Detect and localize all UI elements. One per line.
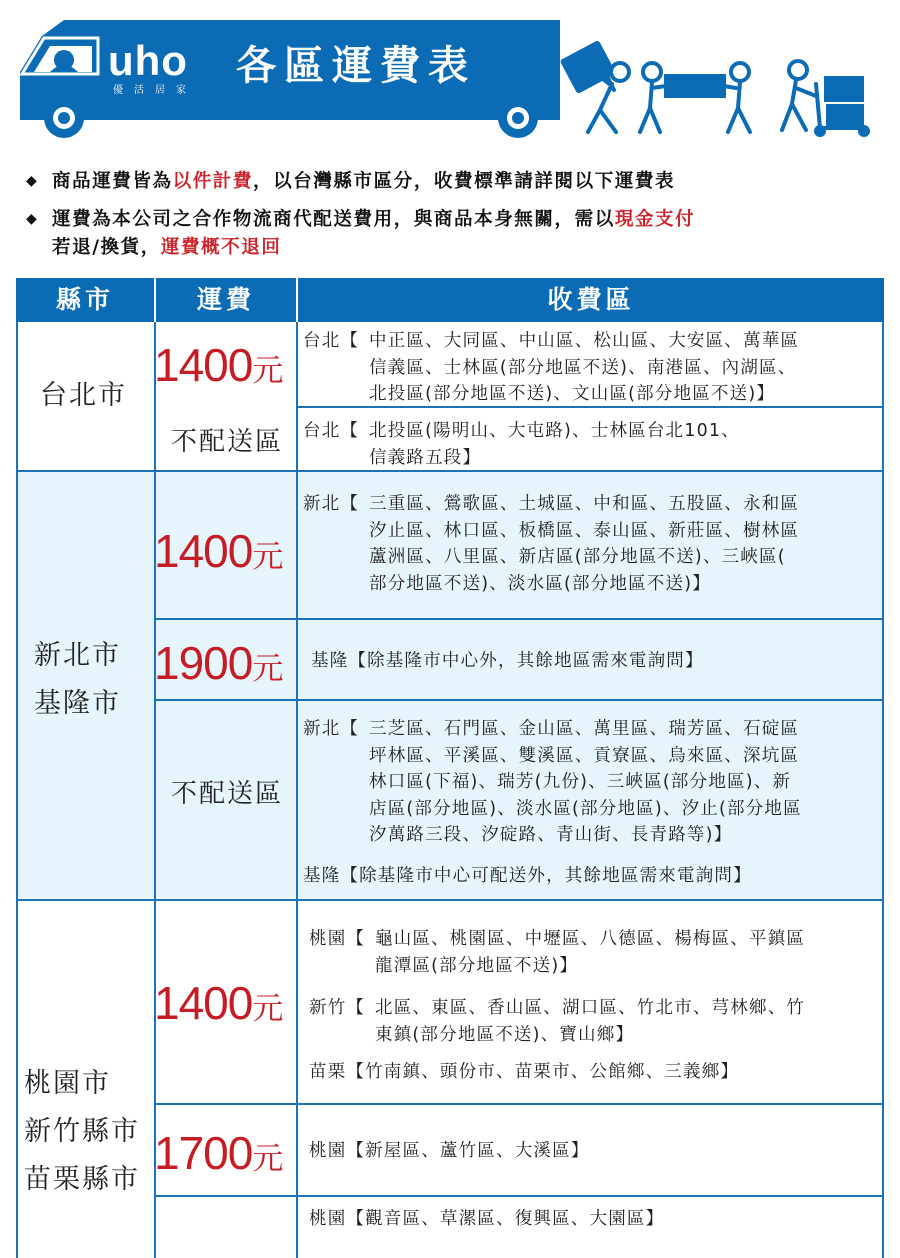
header-fee: 運費 bbox=[156, 278, 296, 322]
note2-highlight: 現金支付 bbox=[614, 209, 696, 230]
city-taipei: 台北市 bbox=[40, 380, 127, 411]
area-district-list: 桃園【觀音區、草漯區、復興區、大園區】 bbox=[309, 1209, 665, 1229]
note2-text-a: 運費為本公司之合作物流商代配送費用，與商品本身無關，需以 bbox=[52, 209, 615, 230]
price-newtaipei-1400 bbox=[154, 526, 298, 582]
note1-text-a: 商品運費皆為 bbox=[52, 171, 173, 192]
delivery-worker-icon bbox=[560, 40, 629, 132]
diamond-bullet-icon: ◆ bbox=[26, 211, 39, 227]
price-value: 1400 bbox=[154, 339, 253, 391]
price-taipei-1400 bbox=[154, 340, 298, 396]
brand-logo: uho bbox=[108, 37, 188, 84]
city-taoyuan bbox=[24, 1060, 164, 1204]
area-region-label: 新北【 bbox=[303, 719, 360, 739]
price-taoyuan-1400 bbox=[154, 978, 298, 1034]
area-region-label: 桃園【 bbox=[309, 929, 366, 949]
price-value: 1900 bbox=[154, 637, 253, 689]
price-unit: 元 bbox=[252, 1141, 284, 1176]
page-title: 各區運費表 bbox=[236, 43, 476, 89]
hand-truck-worker-icon bbox=[782, 61, 868, 135]
area-keelung-nodelivery bbox=[303, 863, 879, 890]
movers-carrying-box-icon bbox=[640, 63, 750, 132]
area-region-label: 新北【 bbox=[303, 494, 360, 514]
price-unit: 元 bbox=[252, 991, 284, 1026]
price-unit: 元 bbox=[252, 539, 284, 574]
area-district-list: 基隆【除基隆市中心可配送外，其餘地區需來電詢問】 bbox=[303, 866, 752, 886]
price-unit: 元 bbox=[252, 651, 284, 686]
area-district-list: 北投區(陽明山、大屯路)、士林區台北101、 信義路五段】 bbox=[369, 421, 740, 468]
note1-text-b: ，以台灣縣市區分，收費標準請詳閱以下運費表 bbox=[253, 171, 676, 192]
price-unit: 元 bbox=[252, 353, 284, 388]
city-name-line: 基隆市 bbox=[34, 688, 121, 719]
area-keelung-1900 bbox=[311, 648, 881, 675]
city-name-line: 新竹縣市 bbox=[24, 1116, 140, 1147]
area-district-list: 三芝區、石門區、金山區、萬里區、瑞芳區、石碇區 坪林區、平溪區、雙溪區、貢寮區、烏來區、深坑區 林口區(下福)、瑞芳(九份)、三峽區(部分地區)、新 店區(部分地區)、淡水區(部分地區)、汐止(部分地區 汐萬路三段、汐碇路、青山街、長青路等)】 bbox=[369, 719, 802, 845]
area-taoyuan-next bbox=[309, 1206, 879, 1233]
area-region-label: 台北【 bbox=[303, 421, 360, 441]
note-cash-payment bbox=[26, 205, 695, 234]
price-value: 1400 bbox=[154, 525, 253, 577]
brand-tagline: 優活居家 bbox=[113, 85, 197, 96]
area-district-list: 龜山區、桃園區、中壢區、八德區、楊梅區、平鎮區 龍潭區(部分地區不送)】 bbox=[375, 929, 806, 976]
note1-highlight: 以件計費 bbox=[172, 171, 254, 192]
price-value: 1400 bbox=[154, 977, 253, 1029]
no-delivery-newtaipei: 不配送區 bbox=[170, 779, 283, 809]
area-taoyuan-1700 bbox=[309, 1138, 879, 1165]
note2-line2-highlight: 運費概不退回 bbox=[160, 237, 282, 258]
header-area: 收費區 bbox=[298, 278, 884, 322]
diamond-bullet-icon: ◆ bbox=[26, 173, 39, 189]
city-name-line: 桃園市 bbox=[24, 1068, 111, 1099]
city-name-line: 新北市 bbox=[34, 640, 121, 671]
area-miaoli-delivery bbox=[309, 1059, 879, 1086]
price-taoyuan-1700 bbox=[154, 1128, 298, 1184]
price-value: 1700 bbox=[154, 1127, 253, 1179]
area-district-list: 北區、東區、香山區、湖口區、竹北市、芎林鄉、竹 東鎮(部分地區不送)、寶山鄉】 bbox=[375, 998, 806, 1045]
header-city: 縣市 bbox=[16, 278, 154, 322]
no-delivery-taipei: 不配送區 bbox=[170, 427, 283, 457]
shipping-fee-table bbox=[16, 278, 884, 1258]
city-name-line: 苗栗縣市 bbox=[24, 1164, 140, 1195]
note2-line2-text: 若退/換貨， bbox=[52, 237, 161, 258]
city-newtaipei bbox=[34, 632, 174, 728]
area-region-label: 新竹【 bbox=[309, 998, 366, 1018]
area-district-list: 苗栗【竹南鎮、頭份市、苗栗市、公館鄉、三義鄉】 bbox=[309, 1062, 740, 1082]
area-district-list: 桃園【新屋區、蘆竹區、大溪區】 bbox=[309, 1141, 590, 1161]
area-district-list: 基隆【除基隆市中心外，其餘地區需來電詢問】 bbox=[311, 651, 704, 671]
area-district-list: 中正區、大同區、中山區、松山區、大安區、萬華區 信義區、士林區(部分地區不送)、南港區、內湖區、 北投區(部分地區不送)、文山區(部分地區不送)】 bbox=[369, 331, 800, 404]
area-region-label: 台北【 bbox=[303, 331, 360, 351]
note-per-item-fee bbox=[26, 167, 675, 196]
price-keelung-1900 bbox=[154, 638, 298, 694]
area-district-list: 三重區、鶯歌區、土城區、中和區、五股區、永和區 汐止區、林口區、板橋區、泰山區、新莊區、樹林區 蘆洲區、八里區、新店區(部分地區不送)、三峽區( 部分地區不送)、淡水區(部分地區不送)】 bbox=[369, 494, 800, 594]
note-no-refund bbox=[52, 233, 281, 262]
